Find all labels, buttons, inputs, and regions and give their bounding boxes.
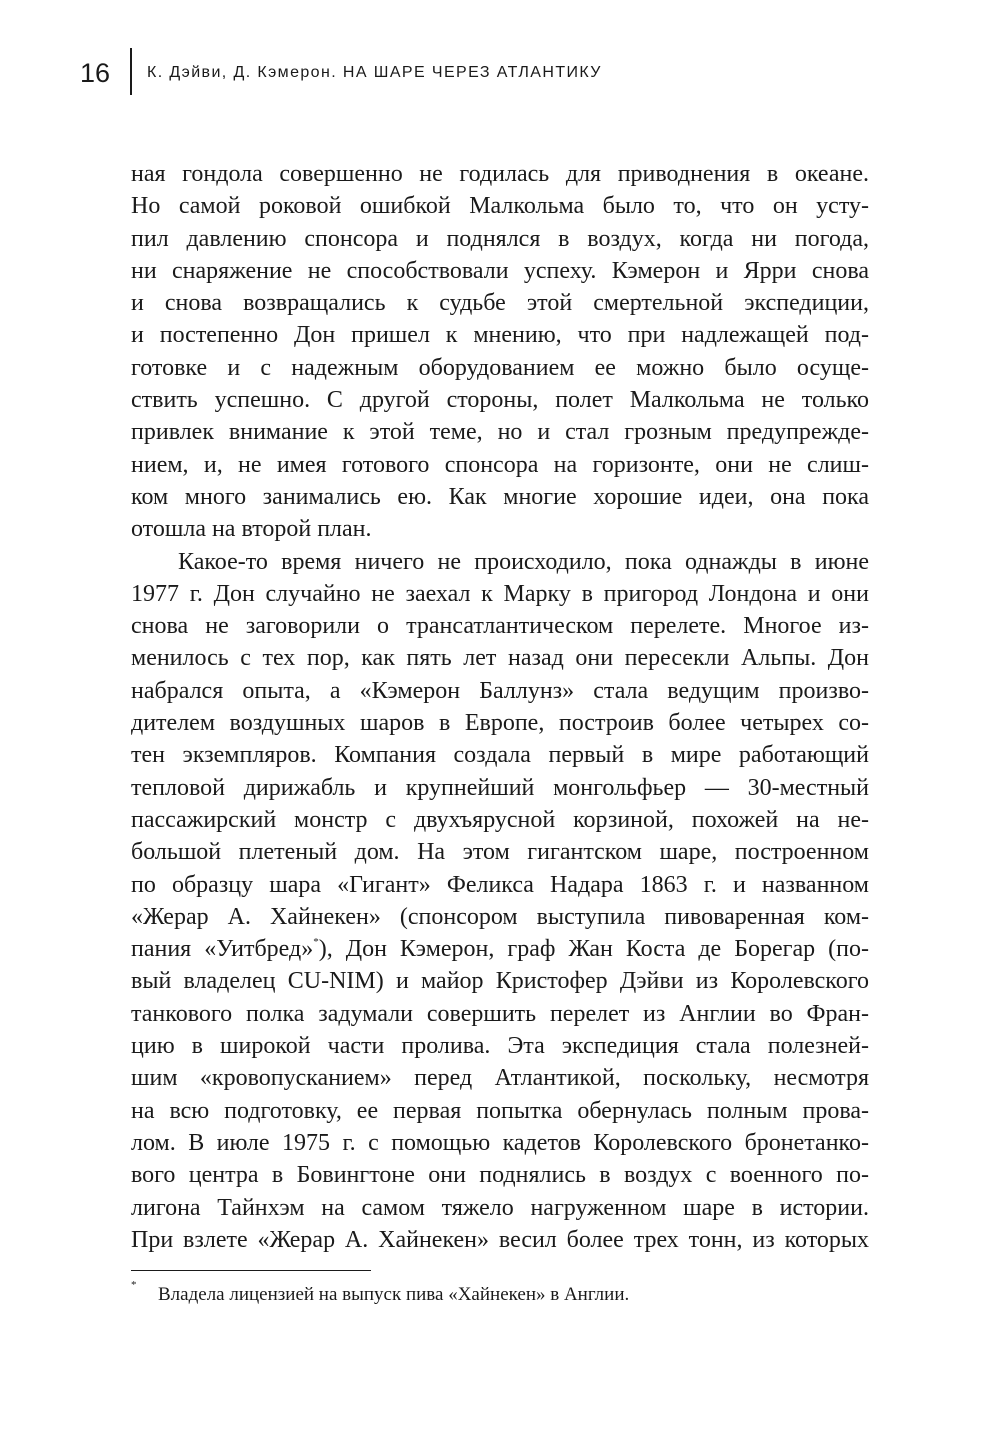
text-line: ком много занимались ею. Как многие хорошие идеи, она пока [131,483,869,510]
text-line: отошла на второй план. [131,516,372,543]
footnote-mark: * [131,1279,137,1291]
text-line: ная гондола совершенно не годилась для приводнения в океане. [131,161,869,187]
main-text [131,158,869,1256]
text-line: большой плетеный дом. На этом гигантском шаре, построенном [131,839,869,866]
text-line: вого центра в Бовингтоне они поднялись в воздух с военного по- [131,1162,869,1189]
footnote-divider [131,1270,371,1271]
text-line: привлек внимание к этой теме, но и стал грозным предупрежде- [131,419,869,446]
footnote-reference[interactable]: * [313,936,319,949]
text-line: снова не заговорили о трансатлантическом перелете. Многое из- [131,613,869,640]
text-line: лигона Тайнхэм на самом тяжело нагруженном шаре в истории. [131,1194,869,1221]
text-line: цию в широкой части пролива. Эта экспедиция стала полезней- [131,1033,869,1060]
text-line: тен экземпляров. Компания создала первый в мире работающий [131,742,869,769]
text-line: лом. В июле 1975 г. с помощью кадетов Королевского бронетанко- [131,1129,869,1156]
text-line-with-footnote-ref [131,933,869,965]
paragraph-1 [131,158,869,546]
text-line: пил давлению спонсора и поднялся в воздух, когда ни погода, [131,225,869,252]
text-line: При взлете «Жерар А. Хайнекен» весил более трех тонн, из которых [131,1226,869,1253]
text-line: набрался опыта, а «Кэмерон Баллунз» стала ведущим произво- [131,677,869,704]
page-header [0,0,1000,100]
text-line: и снова возвращались к судьбе этой смертельной экспедиции, [131,290,869,317]
header-divider [130,48,132,95]
text-fragment: пания «Уитбред» [131,936,314,963]
text-line: дителем воздушных шаров в Европе, построив более четырех со- [131,710,869,737]
paragraph-2 [131,546,869,1257]
text-line: «Жерар А. Хайнекен» (спонсором выступила пивоваренная ком- [131,903,869,930]
text-line: ствить успешно. С другой стороны, полет Малкольма не только [131,387,869,414]
text-line: шим «кровопусканием» перед Атлантикой, поскольку, несмотря [131,1065,869,1092]
text-line: ни снаряжение не способствовали успеху. Кэмерон и Ярри снова [131,257,869,284]
page-number: 16 [80,58,111,88]
text-line: менилось с тех пор, как пять лет назад они пересекли Альпы. Дон [131,645,869,672]
text-line: вый владелец CU-NIM) и майор Кристофер Дэйви из Королевского [131,968,869,995]
text-line: и постепенно Дон пришел к мнению, что при надлежащей под- [131,322,869,349]
text-line: по образцу шара «Гигант» Феликса Надара 1863 г. и названном [131,871,869,898]
footnote-text: Владела лицензией на выпуск пива «Хайнекен» в Англии. [158,1284,630,1305]
text-line: Но самой роковой ошибкой Малкольма было то, что он усту- [131,193,869,220]
text-line: Какое-то время ничего не происходило, пока однажды в июне [178,548,869,575]
text-line: тепловой дирижабль и крупнейший монгольфьер — 30-местный [131,774,869,801]
text-line: на всю подготовку, ее первая попытка обернулась полным прова- [131,1097,869,1124]
text-line: нием, и, не имея готового спонсора на горизонте, они не слиш- [131,451,869,478]
text-line: 1977 г. Дон случайно не заехал к Марку в пригород Лондона и они [131,580,869,607]
text-line: пассажирский монстр с двухъярусной корзиной, похожей на не- [131,806,869,833]
running-title: К. Дэйви, Д. Кэмерон. НА ШАРЕ ЧЕРЕЗ АТЛАНТИКУ [147,64,602,81]
text-line: танкового полка задумали совершить перелет из Англии во Фран- [131,1000,869,1027]
text-fragment: ), Дон Кэмерон, граф Жан Коста де Борегар (по- [318,936,869,963]
text-line: готовке и с надежным оборудованием ее можно было осуще- [131,354,869,381]
